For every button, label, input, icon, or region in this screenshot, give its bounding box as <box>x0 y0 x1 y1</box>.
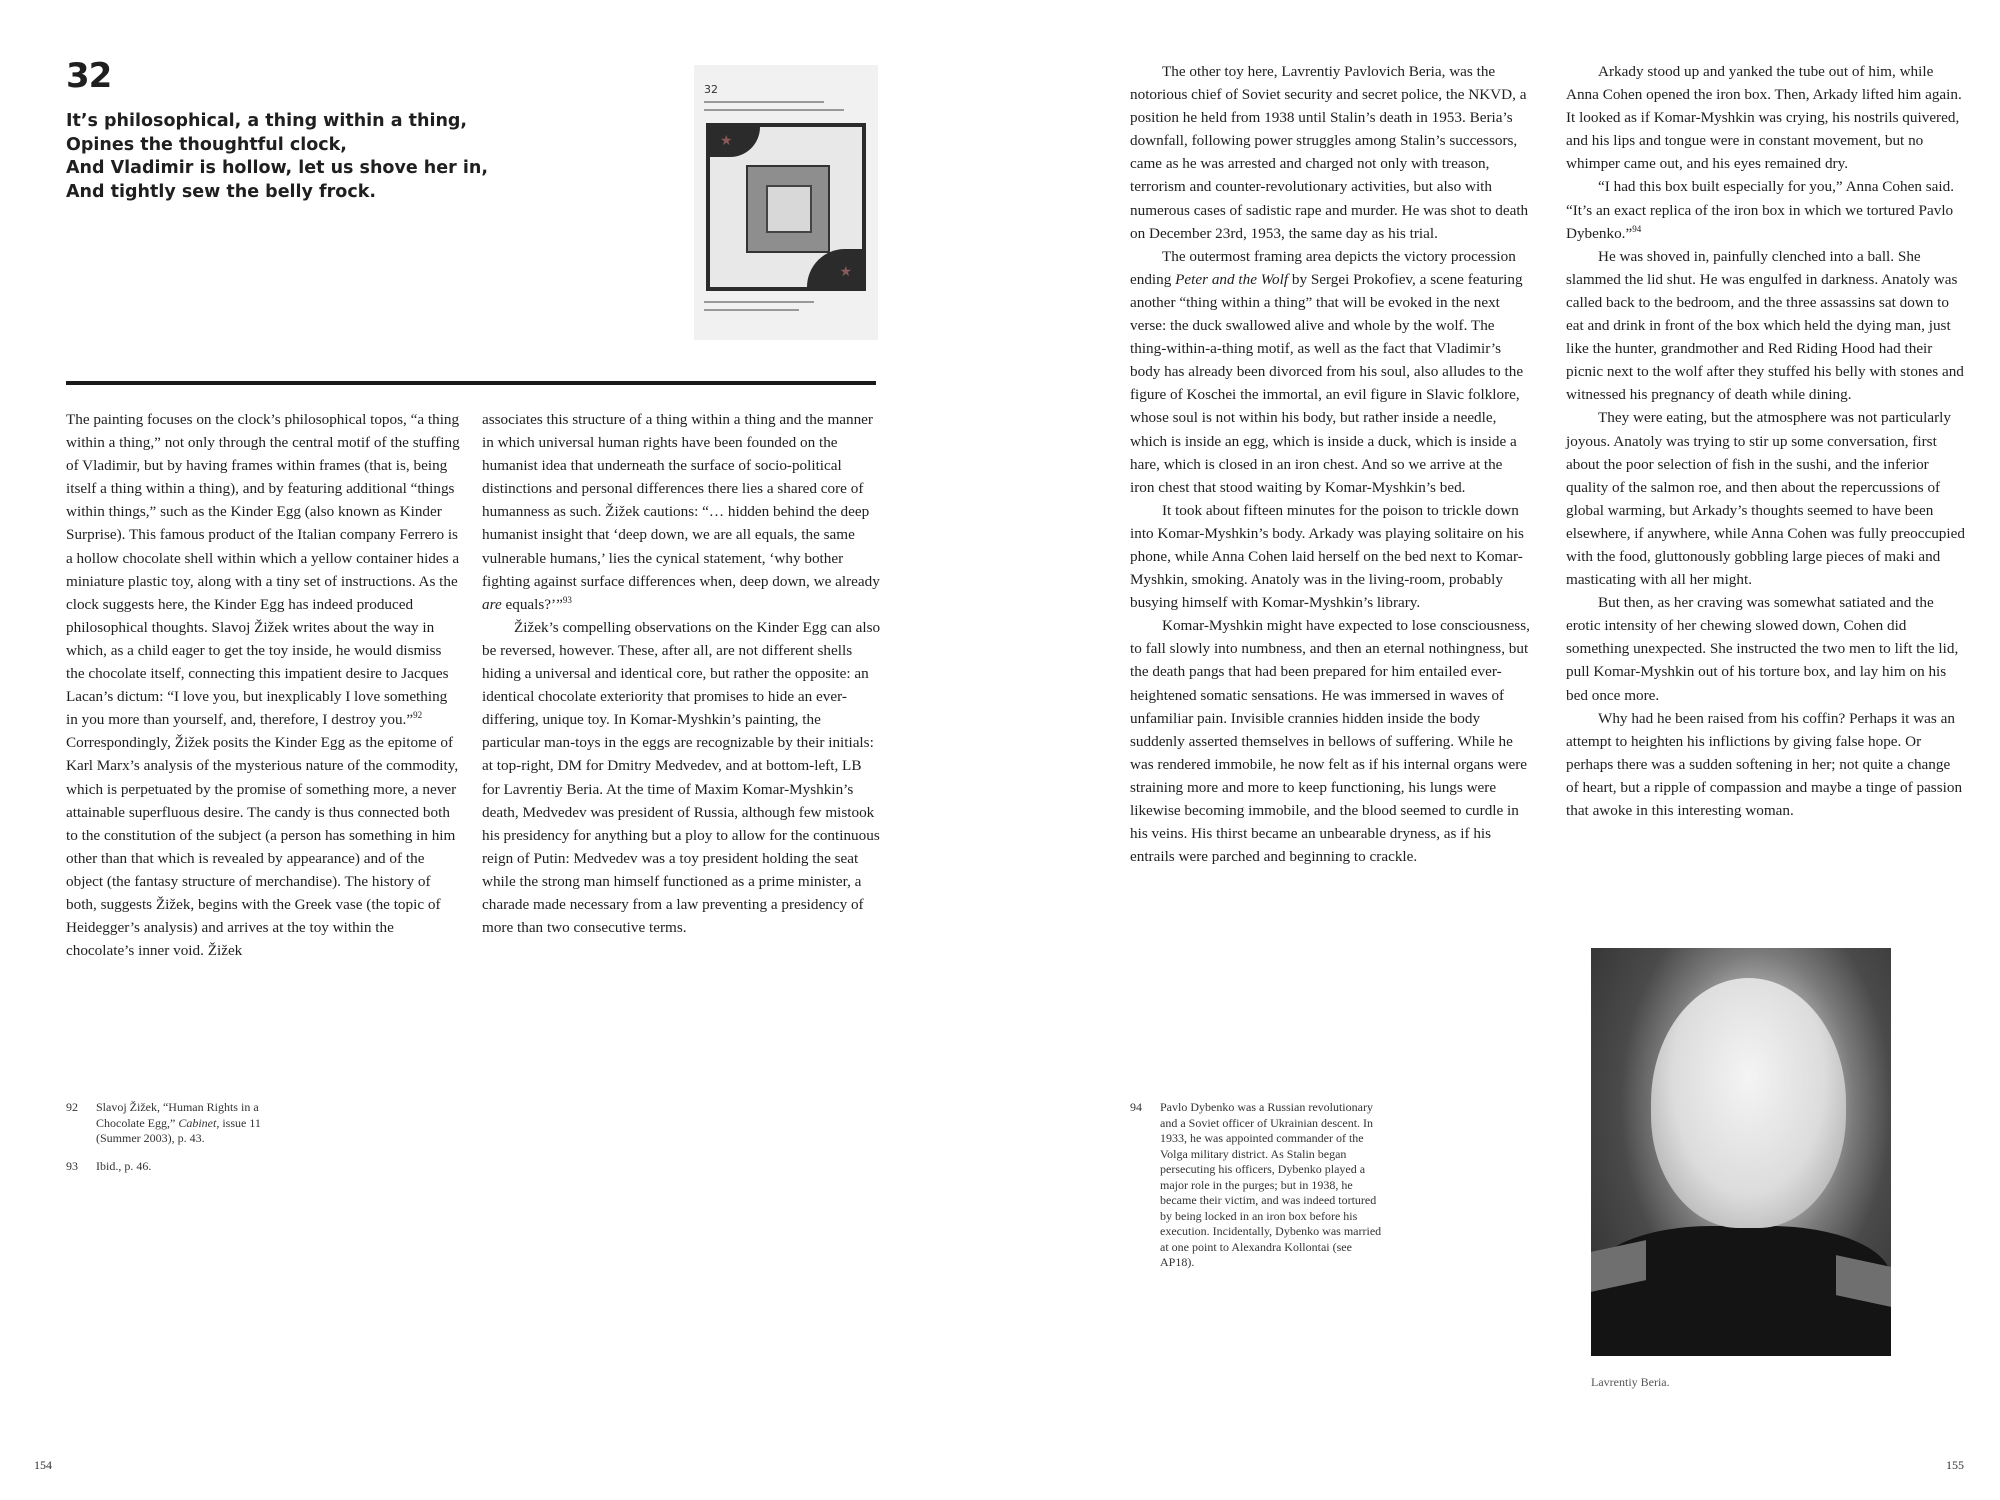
footnotes-left <box>66 1100 306 1186</box>
footnote-ref[interactable]: 94 <box>1632 223 1642 234</box>
paragraph: Arkady stood up and yanked the tube out of him, while Anna Cohen opened the iron box. Then, Arkady lifted him again. It looked as if Komar-Myshkin was crying, his nostrils quivered, and his lips and tongue were in constant movement, but no whimper came out, and his eyes remained dry. <box>1566 63 1962 173</box>
painting-thumbnail <box>694 65 878 340</box>
body-column-2 <box>482 408 882 939</box>
paragraph-text: by Sergei Prokofiev, a scene featuring another “thing within a thing” that will be evoked in the next verse: the duck swallowed alive and whole by the wolf. The thing-within-a-thing motif, as well as the fact that Vladimir’s body has already been divorced from his soul, also alludes to the figure of Koschei the immortal, an evil figure in Slavic folklore, whose soul is not within his body, but rather inside a needle, which is inside an egg, which is inside a duck, which is inside a hare, which is closed in an iron chest. And so we arrive at the iron chest that stood waiting by Komar-Myshkin’s bed. <box>1130 270 1524 496</box>
emphasis: Peter and the Wolf <box>1175 270 1289 288</box>
verse-line: It’s philosophical, a thing within a thing, <box>66 111 468 131</box>
paragraph: But then, as her craving was somewhat satiated and the erotic intensity of her chewing slowed down, Cohen did something unexpected. She instructed the two men to lift the lid, pull Komar-Myshkin out of his torture box, and lay him on his bed once more. <box>1566 594 1959 704</box>
footnote <box>1130 1100 1388 1271</box>
star-icon: ★ <box>839 265 852 280</box>
paragraph: Why had he been raised from his coffin? Perhaps it was an attempt to heighten his inflictions by giving false hope. Or perhaps there was a sudden softening in her; not quite a change of heart, but a ripple of compassion and maybe a tinge of passion that awoke in this interesting woman. <box>1566 709 1963 819</box>
footnote-number: 94 <box>1130 1100 1142 1114</box>
emphasis: are <box>482 595 502 613</box>
verse-line: Opines the thoughtful clock, <box>66 134 347 155</box>
footnote <box>66 1100 306 1147</box>
paragraph-text: “I had this box built especially for you,” Anna Cohen said. “It’s an exact replica of the iron box in which we tortured Pavlo Dybenko.” <box>1566 178 1954 242</box>
painting-inner-frame <box>746 165 830 253</box>
painting-core <box>766 185 812 233</box>
verse-line: And tightly sew the belly frock. <box>66 181 376 202</box>
paragraph <box>1566 175 1966 244</box>
footnote <box>66 1159 306 1175</box>
paragraph: They were eating, but the atmosphere was not particularly joyous. Anatoly was trying to stir up some conversation, first about the poor selection of fish in the sushi, and the inferior quality of the salmon roe, and then about the repercussions of global warming, but Arkady’s thoughts seemed to have been elsewhere, if anywhere, while Anna Cohen was fully preoccupied with the food, gluttonously gobbling large pieces of maki and masticating with all her might. <box>1566 409 1965 589</box>
footnote-number: 92 <box>66 1100 78 1114</box>
paragraph <box>482 408 882 616</box>
footnote-ref[interactable]: 92 <box>413 710 423 721</box>
footnote-ref[interactable]: 93 <box>562 594 572 605</box>
thumbnail-caption-line <box>704 101 824 103</box>
chapter-number: 32 <box>66 56 112 96</box>
paragraph <box>1130 245 1530 499</box>
paragraph <box>66 408 461 962</box>
paragraph: It took about fifteen minutes for the poison to trickle down into Komar-Myshkin’s body. Arkady was playing solitaire on his phone, while Anna Cohen laid herself on the bed next to Komar-Myshkin, smoking. Anatoly was in the living-room, probably busying himself with Komar-Myshkin’s library. <box>1130 501 1524 612</box>
paragraph: Žižek’s compelling observations on the Kinder Egg can also be reversed, however. These, after all, are not different shells hiding a universal and identical core, but rather the opposite: an identical chocolate exteriority that promises to hide an ever-differing, unique toy. In Komar-Myshkin’s painting, the particular man-toys in the eggs are recognizable by their initials: at top-right, DM for Dmitry Medvedev, and at bottom-left, LB for Lavrentiy Beria. At the time of Maxim Komar-Myshkin’s death, Medvedev was president of Russia, although few mistook his presidency for anything but a ploy to allow for the continuous reign of Putin: Medvedev was a toy president holding the seat while the strong man himself functioned as a prime minister, a charade made necessary from a law preventing a presidency of more than two consecutive terms. <box>482 618 881 937</box>
paragraph-text: Correspondingly, Žižek posits the Kinder Egg as the epitome of Karl Marx’s analysis of the mysterious nature of the commodity, which is perpetuated by the promise of something more, a never attainable superfluous desire. The candy is thus connected both to the constitution of the subject (a person has something in him other than that which is revealed by appearance) and of the object (the fantasy structure of merchandise). The history of both, suggests Žižek, begins with the Greek vase (the topic of Heidegger’s analysis) and arrives at the toy within the chocolate’s inner void. Žižek <box>66 734 459 960</box>
painting-frame <box>706 123 866 291</box>
paragraph: Komar-Myshkin might have expected to lose consciousness, to fall slowly into numbness, and then an eternal nothingness, but the death pangs that had been prepared for him entailed ever-heightened somatic sensations. He was immersed in waves of unfamiliar pain. Invisible crannies hidden inside the body suddenly asserted themselves in bellows of suffering. While he was rendered immobile, he now felt as if his internal organs were straining more and more to keep functioning, his lungs were likewise becoming immobile, and the blood seemed to curdle in his veins. His thirst became an unbearable dryness, as if his entrails were parched and beginning to crackle. <box>1130 617 1530 866</box>
photo-caption: Lavrentiy Beria. <box>1591 1375 1670 1389</box>
thumbnail-caption-line <box>704 309 799 311</box>
thumbnail-caption-line <box>704 109 844 111</box>
footnotes-right <box>1130 1100 1388 1283</box>
body-column-1 <box>66 408 461 962</box>
page-number-right: 155 <box>1946 1458 1964 1472</box>
verse <box>66 110 488 204</box>
verse-line: And Vladimir is hollow, let us shove her in, <box>66 158 488 178</box>
portrait-photo <box>1591 948 1891 1356</box>
paragraph-text: The painting focuses on the clock’s philosophical topos, “a thing within a thing,” not only through the central motif of the stuffing of Vladimir, but by having frames within frames (that is, being itself a thing within a thing), and by featuring additional “things within things,” such as the Kinder Egg (also known as Kinder Surprise). This famous product of the Italian company Ferrero is a hollow chocolate shell within which a yellow container hides a miniature plastic toy, along with a tiny set of instructions. As the clock suggests here, the Kinder Egg has indeed produced philosophical thoughts. Slavoj Žižek writes about the way in which, as a child eager to get the toy inside, he would dismiss the chocolate itself, connecting this impatient desire to Jacques Lacan’s dictum: “I love you, but inexplicably I love something in you more than yourself, and, therefore, I destroy you.” <box>66 411 460 729</box>
section-divider <box>66 381 876 385</box>
paragraph: The other toy here, Lavrentiy Pavlovich Beria, was the notorious chief of Soviet security and secret police, the NKVD, a position he held from 1938 until Stalin’s death in 1953. Beria’s downfall, following power struggles among Stalin’s successors, came as he was arrested and charged not only with treason, terrorism and counter-revolutionary activities, but also with numerous cases of sadistic rape and murder. He was shot to death on December 23rd, 1953, the same day as his trial. <box>1130 63 1529 242</box>
thumbnail-caption-line <box>704 301 814 303</box>
portrait-head <box>1651 978 1846 1228</box>
paragraph: He was shoved in, painfully clenched into a ball. She slammed the lid shut. He was engulfed in darkness. Anatoly was called back to the bedroom, and the three assassins sat down to eat and drink in front of the box which held the dying man, just like the hunter, grandmother and Red Riding Hood had their picnic next to the wolf after they stuffed his belly with stones and witnessed his pregnancy of death while dining. <box>1566 247 1964 404</box>
footnote-text: Ibid., p. 46. <box>96 1158 152 1173</box>
paragraph-text: The outermost framing area depicts the victory procession ending <box>1130 247 1516 288</box>
paragraph-text: associates this structure of a thing within a thing and the manner in which universal human rights have been founded on the humanist idea that underneath the surface of socio-political distinctions and personal differences there lies a shared core of humanness as such. Žižek cautions: “… hidden behind the deep humanist insight that ‘deep down, we are all equals, the same vulnerable humans,’ lies the cynical statement, ‘why bother fighting against surface differences when, deep down, we already <box>482 411 880 590</box>
body-column-4 <box>1566 60 1966 822</box>
footnote-number: 93 <box>66 1158 78 1173</box>
thumbnail-label: 32 <box>704 83 718 96</box>
page-number-left: 154 <box>34 1458 52 1472</box>
footnote-text: Pavlo Dybenko was a Russian revolutionary and a Soviet officer of Ukrainian descent. In 1933, he was appointed commander of the Volga military district. As Stalin began persecuting his officers, Dybenko played a major role in the purges; but in 1938, he became their victim, and was indeed tortured by being locked in an iron box before his execution. Incidentally, Dybenko was married at one point to Alexandra Kollontai (see AP18). <box>1160 1100 1382 1269</box>
paragraph-text: equals?’” <box>501 595 563 613</box>
star-icon: ★ <box>720 134 733 149</box>
footnote-text: Slavoj Žižek, “Human Rights in a Chocolate Egg,” Cabinet, issue 11 (Summer 2003), p. 43. <box>96 1100 261 1145</box>
body-column-3 <box>1130 60 1530 868</box>
